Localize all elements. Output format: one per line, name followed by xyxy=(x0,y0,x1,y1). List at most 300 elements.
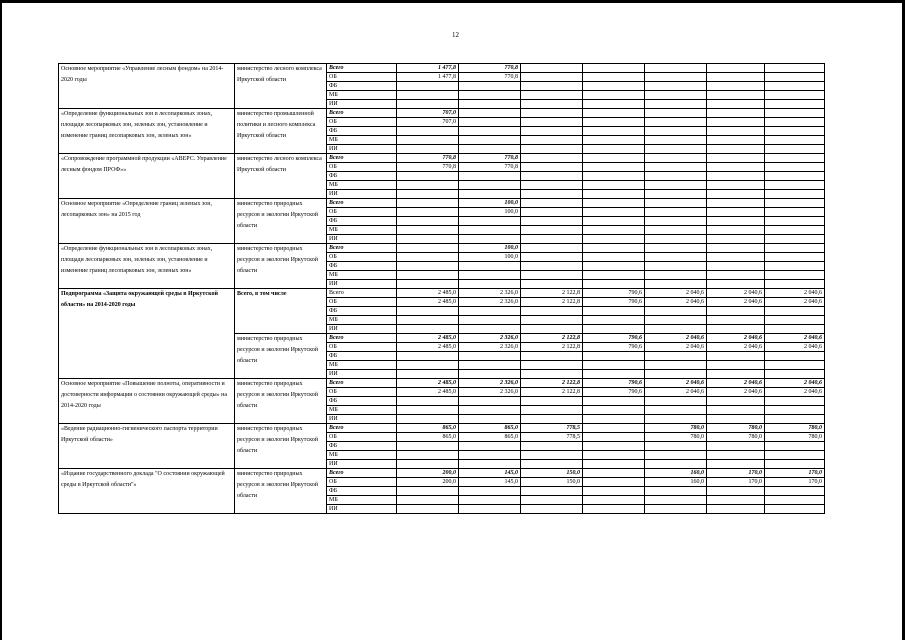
amount-cell xyxy=(583,271,645,280)
amount-cell xyxy=(521,73,583,82)
amount-cell xyxy=(459,280,521,289)
amount-cell xyxy=(459,316,521,325)
amount-cell: 2 040,6 xyxy=(707,334,765,343)
amount-cell xyxy=(521,244,583,253)
funding-source-label: ИИ xyxy=(327,460,397,469)
amount-cell: 2 122,8 xyxy=(521,298,583,307)
amount-cell: 780,0 xyxy=(765,424,825,433)
amount-cell xyxy=(459,172,521,181)
amount-cell: 770,8 xyxy=(459,163,521,172)
amount-cell xyxy=(645,100,707,109)
amount-cell xyxy=(707,109,765,118)
amount-cell xyxy=(645,451,707,460)
table-row xyxy=(59,64,825,73)
amount-cell xyxy=(459,307,521,316)
amount-cell xyxy=(397,487,459,496)
amount-cell xyxy=(459,415,521,424)
amount-cell xyxy=(645,361,707,370)
amount-cell xyxy=(645,181,707,190)
amount-cell xyxy=(459,496,521,505)
amount-cell xyxy=(765,406,825,415)
amount-cell: 145,0 xyxy=(459,478,521,487)
amount-cell xyxy=(459,91,521,100)
amount-cell xyxy=(459,262,521,271)
amount-cell xyxy=(645,307,707,316)
amount-cell xyxy=(397,190,459,199)
activity-description: «Определение функциональных зон в лесопарковых зонах, площади лесопарковых зон, зеленых зон, установление и изменение границ лесопарковых зон, зеленых зон» xyxy=(59,244,235,289)
amount-cell xyxy=(765,451,825,460)
responsible-executor: министерство природных ресурсов и экологии Иркутской области xyxy=(235,379,327,424)
amount-cell: 707,0 xyxy=(397,118,459,127)
funding-source-label: ФБ xyxy=(327,352,397,361)
funding-source-label: МБ xyxy=(327,91,397,100)
funding-source-label: Всего xyxy=(327,289,397,298)
funding-source-label: МБ xyxy=(327,451,397,460)
amount-cell xyxy=(707,208,765,217)
funding-source-label: ОБ xyxy=(327,208,397,217)
amount-cell xyxy=(583,91,645,100)
amount-cell: 865,0 xyxy=(459,433,521,442)
amount-cell xyxy=(397,316,459,325)
amount-cell: 2 326,0 xyxy=(459,388,521,397)
amount-cell xyxy=(583,244,645,253)
amount-cell xyxy=(765,199,825,208)
amount-cell: 865,0 xyxy=(397,433,459,442)
amount-cell xyxy=(583,199,645,208)
amount-cell xyxy=(765,82,825,91)
funding-source-label: ФБ xyxy=(327,172,397,181)
funding-source-label: ФБ xyxy=(327,217,397,226)
amount-cell xyxy=(459,352,521,361)
funding-source-label: Всего xyxy=(327,244,397,253)
amount-cell xyxy=(645,316,707,325)
amount-cell xyxy=(521,64,583,73)
amount-cell: 2 485,0 xyxy=(397,343,459,352)
amount-cell xyxy=(707,451,765,460)
amount-cell: 170,0 xyxy=(765,478,825,487)
amount-cell xyxy=(583,208,645,217)
amount-cell: 170,0 xyxy=(765,469,825,478)
amount-cell xyxy=(707,316,765,325)
amount-cell xyxy=(645,397,707,406)
amount-cell xyxy=(765,172,825,181)
amount-cell xyxy=(521,145,583,154)
amount-cell: 2 326,0 xyxy=(459,379,521,388)
funding-source-label: ФБ xyxy=(327,82,397,91)
amount-cell: 2 040,6 xyxy=(707,343,765,352)
amount-cell xyxy=(707,370,765,379)
amount-cell xyxy=(645,118,707,127)
funding-source-label: Всего xyxy=(327,469,397,478)
amount-cell: 2 040,6 xyxy=(645,289,707,298)
amount-cell xyxy=(459,370,521,379)
amount-cell xyxy=(397,442,459,451)
amount-cell xyxy=(707,91,765,100)
amount-cell xyxy=(707,244,765,253)
amount-cell xyxy=(459,145,521,154)
amount-cell: 100,0 xyxy=(459,199,521,208)
amount-cell: 865,0 xyxy=(397,424,459,433)
table-body xyxy=(59,64,825,514)
amount-cell xyxy=(707,100,765,109)
activity-description: Основное мероприятие «Управление лесным фондом» на 2014-2020 годы xyxy=(59,64,235,109)
amount-cell xyxy=(707,397,765,406)
amount-cell: 2 040,6 xyxy=(765,388,825,397)
amount-cell xyxy=(765,244,825,253)
amount-cell: 2 485,0 xyxy=(397,334,459,343)
funding-source-label: ИИ xyxy=(327,325,397,334)
funding-source-label: ИИ xyxy=(327,505,397,514)
amount-cell: 2 040,6 xyxy=(765,334,825,343)
amount-cell xyxy=(583,505,645,514)
amount-cell xyxy=(521,361,583,370)
amount-cell xyxy=(521,415,583,424)
amount-cell xyxy=(583,82,645,91)
funding-source-label: ФБ xyxy=(327,307,397,316)
amount-cell: 778,5 xyxy=(521,424,583,433)
responsible-executor: министерство природных ресурсов и экологии Иркутской области xyxy=(235,469,327,514)
amount-cell xyxy=(397,127,459,136)
amount-cell xyxy=(707,172,765,181)
funding-source-label: ИИ xyxy=(327,235,397,244)
amount-cell xyxy=(397,262,459,271)
scan-border-left xyxy=(0,0,2,640)
activity-description: «Ведение радиационно-гигиенического паспорта территории Иркутской области» xyxy=(59,424,235,469)
amount-cell xyxy=(397,91,459,100)
amount-cell xyxy=(521,163,583,172)
amount-cell xyxy=(583,352,645,361)
amount-cell xyxy=(397,226,459,235)
amount-cell xyxy=(583,154,645,163)
funding-source-label: ОБ xyxy=(327,298,397,307)
amount-cell xyxy=(397,100,459,109)
amount-cell xyxy=(707,325,765,334)
amount-cell xyxy=(707,73,765,82)
amount-cell xyxy=(707,145,765,154)
amount-cell: 2 485,0 xyxy=(397,379,459,388)
amount-cell: 865,0 xyxy=(459,424,521,433)
amount-cell xyxy=(459,82,521,91)
amount-cell xyxy=(645,442,707,451)
amount-cell: 770,8 xyxy=(459,64,521,73)
amount-cell xyxy=(707,190,765,199)
amount-cell: 780,0 xyxy=(707,424,765,433)
amount-cell xyxy=(583,127,645,136)
amount-cell xyxy=(765,325,825,334)
amount-cell: 790,6 xyxy=(583,334,645,343)
funding-source-label: МБ xyxy=(327,271,397,280)
amount-cell xyxy=(707,406,765,415)
amount-cell: 790,6 xyxy=(583,289,645,298)
amount-cell: 2 040,6 xyxy=(707,298,765,307)
amount-cell xyxy=(645,163,707,172)
amount-cell xyxy=(521,172,583,181)
amount-cell xyxy=(707,226,765,235)
amount-cell xyxy=(459,505,521,514)
amount-cell xyxy=(645,199,707,208)
amount-cell xyxy=(583,478,645,487)
amount-cell xyxy=(765,100,825,109)
amount-cell xyxy=(397,217,459,226)
amount-cell: 160,0 xyxy=(645,469,707,478)
amount-cell: 780,0 xyxy=(645,433,707,442)
amount-cell xyxy=(707,415,765,424)
activity-description: «Определение функциональных зон в лесопарковых зонах, площади лесопарковых зон, зеленых зон, установление и изменение границ лесопарковых зон, зеленых зон» xyxy=(59,109,235,154)
amount-cell xyxy=(459,442,521,451)
amount-cell xyxy=(583,415,645,424)
amount-cell xyxy=(583,64,645,73)
amount-cell xyxy=(645,145,707,154)
amount-cell xyxy=(707,307,765,316)
amount-cell xyxy=(645,217,707,226)
funding-source-label: ОБ xyxy=(327,433,397,442)
amount-cell: 170,0 xyxy=(707,478,765,487)
table-row xyxy=(59,109,825,118)
amount-cell xyxy=(397,271,459,280)
amount-cell xyxy=(707,460,765,469)
funding-source-label: МБ xyxy=(327,361,397,370)
amount-cell xyxy=(521,442,583,451)
amount-cell xyxy=(521,460,583,469)
funding-source-label: Всего xyxy=(327,109,397,118)
amount-cell xyxy=(645,136,707,145)
amount-cell xyxy=(645,325,707,334)
table-row xyxy=(59,379,825,388)
amount-cell xyxy=(765,397,825,406)
amount-cell xyxy=(765,163,825,172)
amount-cell xyxy=(765,181,825,190)
amount-cell xyxy=(707,442,765,451)
funding-source-label: ИИ xyxy=(327,190,397,199)
amount-cell xyxy=(765,136,825,145)
amount-cell xyxy=(765,496,825,505)
amount-cell xyxy=(521,280,583,289)
amount-cell xyxy=(583,181,645,190)
table-row xyxy=(59,244,825,253)
amount-cell xyxy=(397,370,459,379)
amount-cell xyxy=(521,325,583,334)
scan-border-top xyxy=(0,0,905,3)
amount-cell xyxy=(645,487,707,496)
amount-cell xyxy=(583,100,645,109)
amount-cell xyxy=(707,352,765,361)
amount-cell xyxy=(397,253,459,262)
amount-cell xyxy=(459,109,521,118)
amount-cell xyxy=(521,181,583,190)
amount-cell xyxy=(521,208,583,217)
amount-cell xyxy=(521,352,583,361)
amount-cell: 1 477,8 xyxy=(397,73,459,82)
amount-cell xyxy=(521,406,583,415)
amount-cell: 780,0 xyxy=(707,433,765,442)
amount-cell xyxy=(397,406,459,415)
amount-cell xyxy=(397,361,459,370)
amount-cell: 2 040,6 xyxy=(765,289,825,298)
amount-cell xyxy=(707,271,765,280)
amount-cell xyxy=(583,253,645,262)
amount-cell xyxy=(397,460,459,469)
amount-cell: 2 040,6 xyxy=(645,343,707,352)
budget-table xyxy=(58,63,825,514)
funding-source-label: ОБ xyxy=(327,118,397,127)
funding-source-label: ИИ xyxy=(327,280,397,289)
funding-source-label: МБ xyxy=(327,181,397,190)
amount-cell: 790,6 xyxy=(583,343,645,352)
amount-cell xyxy=(707,127,765,136)
amount-cell xyxy=(707,64,765,73)
amount-cell xyxy=(397,325,459,334)
amount-cell xyxy=(583,163,645,172)
funding-source-label: МБ xyxy=(327,136,397,145)
amount-cell xyxy=(765,154,825,163)
amount-cell xyxy=(765,91,825,100)
amount-cell xyxy=(645,460,707,469)
amount-cell: 150,0 xyxy=(521,469,583,478)
funding-source-label: ОБ xyxy=(327,388,397,397)
amount-cell: 2 040,6 xyxy=(645,388,707,397)
funding-source-label: Всего xyxy=(327,424,397,433)
funding-source-label: МБ xyxy=(327,226,397,235)
activity-description: Основное мероприятие «Определение границ зеленых зон, лесопарковых зон» на 2015 год xyxy=(59,199,235,244)
amount-cell xyxy=(397,199,459,208)
amount-cell xyxy=(707,496,765,505)
amount-cell xyxy=(707,136,765,145)
amount-cell xyxy=(521,109,583,118)
amount-cell xyxy=(645,190,707,199)
amount-cell: 160,0 xyxy=(645,478,707,487)
amount-cell xyxy=(765,145,825,154)
amount-cell: 2 040,6 xyxy=(707,379,765,388)
amount-cell: 790,6 xyxy=(583,298,645,307)
amount-cell xyxy=(645,280,707,289)
amount-cell xyxy=(397,496,459,505)
amount-cell xyxy=(765,415,825,424)
amount-cell xyxy=(583,397,645,406)
amount-cell: 2 122,8 xyxy=(521,379,583,388)
amount-cell xyxy=(397,235,459,244)
amount-cell xyxy=(645,64,707,73)
amount-cell xyxy=(583,280,645,289)
amount-cell xyxy=(707,154,765,163)
amount-cell xyxy=(521,271,583,280)
amount-cell xyxy=(521,199,583,208)
amount-cell xyxy=(583,235,645,244)
amount-cell xyxy=(765,361,825,370)
responsible-executor: министерство промышленной политики и лесного комплекса Иркутской области xyxy=(235,109,327,154)
amount-cell xyxy=(707,163,765,172)
table-row xyxy=(59,289,825,298)
activity-description: Подпрограмма «Защита окружающей среды в Иркутской области» на 2014-2020 годы xyxy=(59,289,235,379)
amount-cell xyxy=(645,82,707,91)
amount-cell xyxy=(765,118,825,127)
amount-cell xyxy=(645,505,707,514)
amount-cell xyxy=(397,244,459,253)
amount-cell xyxy=(583,73,645,82)
amount-cell: 2 040,6 xyxy=(645,334,707,343)
responsible-executor: Всего, в том числе xyxy=(235,289,327,334)
amount-cell xyxy=(707,217,765,226)
amount-cell: 145,0 xyxy=(459,469,521,478)
amount-cell xyxy=(459,181,521,190)
amount-cell xyxy=(765,487,825,496)
amount-cell: 707,0 xyxy=(397,109,459,118)
funding-source-label: Всего xyxy=(327,199,397,208)
amount-cell xyxy=(645,154,707,163)
funding-source-label: ФБ xyxy=(327,442,397,451)
responsible-executor: министерство лесного комплекса Иркутской области xyxy=(235,64,327,109)
amount-cell: 780,0 xyxy=(645,424,707,433)
amount-cell xyxy=(765,271,825,280)
amount-cell xyxy=(765,253,825,262)
amount-cell xyxy=(397,352,459,361)
amount-cell: 770,8 xyxy=(459,154,521,163)
amount-cell xyxy=(645,73,707,82)
funding-source-label: ФБ xyxy=(327,487,397,496)
amount-cell xyxy=(645,415,707,424)
funding-source-label: ОБ xyxy=(327,253,397,262)
responsible-executor: министерство природных ресурсов и экологии Иркутской области xyxy=(235,199,327,244)
amount-cell xyxy=(521,217,583,226)
amount-cell xyxy=(459,118,521,127)
amount-cell: 2 122,8 xyxy=(521,388,583,397)
amount-cell xyxy=(583,361,645,370)
amount-cell xyxy=(583,424,645,433)
amount-cell xyxy=(765,64,825,73)
funding-source-label: Всего xyxy=(327,334,397,343)
amount-cell xyxy=(645,352,707,361)
amount-cell: 170,0 xyxy=(707,469,765,478)
funding-source-label: ОБ xyxy=(327,343,397,352)
amount-cell: 2 326,0 xyxy=(459,334,521,343)
amount-cell xyxy=(583,262,645,271)
amount-cell xyxy=(645,235,707,244)
amount-cell: 2 040,6 xyxy=(645,298,707,307)
amount-cell xyxy=(765,73,825,82)
amount-cell xyxy=(583,496,645,505)
funding-source-label: ОБ xyxy=(327,163,397,172)
funding-source-label: ИИ xyxy=(327,415,397,424)
amount-cell xyxy=(765,505,825,514)
amount-cell xyxy=(765,208,825,217)
amount-cell xyxy=(707,199,765,208)
amount-cell xyxy=(583,325,645,334)
amount-cell xyxy=(521,262,583,271)
amount-cell: 770,8 xyxy=(397,154,459,163)
amount-cell xyxy=(765,460,825,469)
amount-cell: 200,0 xyxy=(397,469,459,478)
amount-cell xyxy=(397,505,459,514)
amount-cell: 2 485,0 xyxy=(397,388,459,397)
amount-cell xyxy=(583,469,645,478)
amount-cell xyxy=(645,208,707,217)
amount-cell xyxy=(645,271,707,280)
amount-cell: 150,0 xyxy=(521,478,583,487)
amount-cell xyxy=(459,226,521,235)
amount-cell xyxy=(397,172,459,181)
funding-source-label: Всего xyxy=(327,379,397,388)
amount-cell: 2 485,0 xyxy=(397,289,459,298)
amount-cell xyxy=(521,451,583,460)
amount-cell xyxy=(765,352,825,361)
amount-cell: 1 477,8 xyxy=(397,64,459,73)
amount-cell xyxy=(397,181,459,190)
amount-cell xyxy=(765,316,825,325)
amount-cell xyxy=(459,190,521,199)
amount-cell: 770,8 xyxy=(397,163,459,172)
amount-cell xyxy=(583,460,645,469)
amount-cell xyxy=(583,433,645,442)
amount-cell: 778,5 xyxy=(521,433,583,442)
